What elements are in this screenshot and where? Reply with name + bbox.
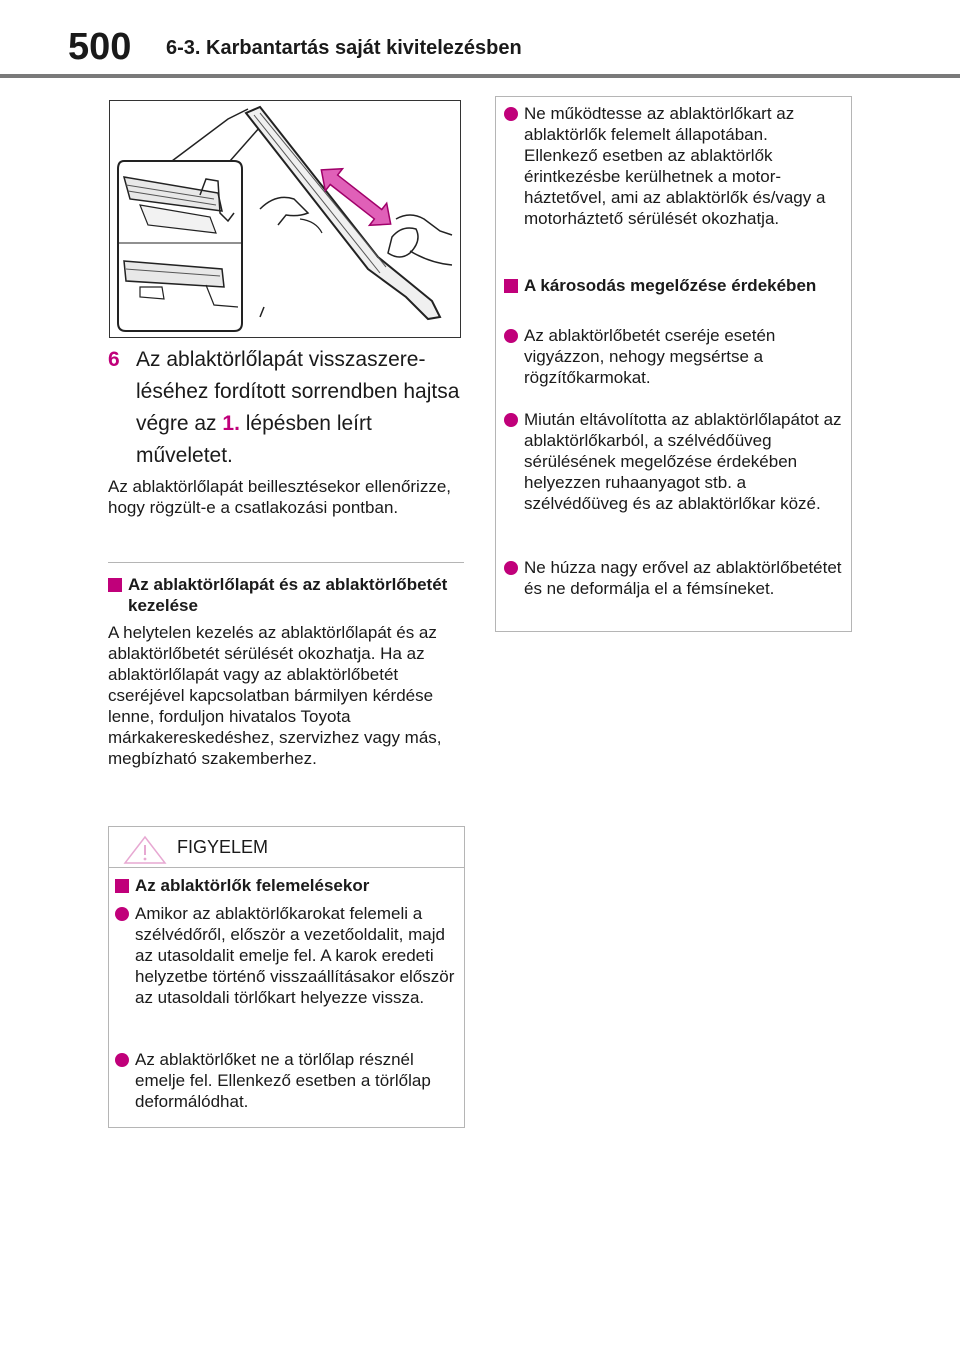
warning-box bbox=[108, 826, 465, 1128]
step-text-before: Az ablaktörlőlapát visszaszereléséhez fordított sorrendben hajtsa végre az bbox=[136, 348, 460, 435]
warning-item-1 bbox=[115, 903, 455, 1008]
step-text bbox=[108, 344, 468, 472]
square-bullet-icon bbox=[108, 578, 122, 592]
step-number: 6 bbox=[108, 348, 120, 371]
right-item-text: Ne működtesse az ablaktörlőkart az ablaktörlők felemelt állapotában. Ellenkező esetben az ablaktörlők érintkezésbe kerülhetnek a motorháztetővel, ami az ablaktörlők és/vagy a motorháztető sérülését okozhatja. bbox=[524, 104, 826, 228]
right-item-3 bbox=[504, 557, 844, 599]
warning-item-text: Amikor az ablaktörlőkarokat felemeli a szélvédőről, először a vezetőoldalit, majd az utasoldalit emelje fel. A karok eredeti helyzetbe történő visszaállításakor először az utasoldali törlőkart helyezze vissza. bbox=[135, 904, 455, 1007]
square-bullet-icon bbox=[504, 279, 518, 293]
warning-section-title-text: Az ablaktörlők felemelésekor bbox=[135, 876, 370, 895]
handling-title-text: Az ablaktörlőlapát és az ablaktörlőbetét kezelése bbox=[128, 575, 448, 615]
right-item-text: Miután eltávolította az ablaktörlőlapátot az ablaktörlőkarból, a szélvédőüveg sérülésének megelőzése érdekében helyezzen ruhaanyagot stb. a szélvédőüveg és az ablaktörlőkar közé. bbox=[524, 410, 842, 513]
page-number: 500 bbox=[68, 26, 132, 68]
right-warning-box bbox=[495, 96, 852, 632]
round-bullet-icon bbox=[115, 907, 129, 921]
insertion-note: Az ablaktörlőlapát beillesztésekor ellenőrizze, hogy rögzült-e a csatlakozási pontban. bbox=[108, 477, 452, 517]
handling-section-title bbox=[108, 574, 468, 616]
wiper-blade-drawing bbox=[110, 101, 460, 336]
warning-label: FIGYELEM bbox=[177, 837, 269, 857]
chapter-title: 6-3. Karbantartás saját kivitelezésben bbox=[166, 37, 522, 59]
warning-header bbox=[109, 827, 464, 868]
header-rule bbox=[0, 74, 960, 78]
round-bullet-icon bbox=[504, 413, 518, 427]
round-bullet-icon bbox=[504, 107, 518, 121]
step-6 bbox=[108, 344, 468, 472]
wiper-illustration bbox=[109, 100, 461, 338]
round-bullet-icon bbox=[115, 1053, 129, 1067]
warning-item-2 bbox=[115, 1049, 455, 1112]
right-item-text: Ne húzza nagy erővel az ablaktörlőbetétet és ne deformálja el a fémsíneket. bbox=[524, 558, 842, 598]
right-item-2 bbox=[504, 409, 844, 514]
warning-item-text: Az ablaktörlőket ne a törlőlap résznél emelje fel. Ellenkező esetben a törlőlap deformálódhat. bbox=[135, 1050, 431, 1111]
square-bullet-icon bbox=[115, 879, 129, 893]
warning-triangle-icon bbox=[123, 835, 167, 865]
handling-section-body: A helytelen kezelés az ablaktörlőlapát és az ablaktörlőbetét sérülését okozhatja. Ha az ablaktörlőlapát vagy az ablaktörlőbetét cseréjével kapcsolatban bármilyen kérdése lenne, forduljon hivatalos Toyota márkakereskedéshez, szervizhez vagy más, megbízható szakemberhez. bbox=[108, 623, 442, 768]
step-reference: 1. bbox=[222, 412, 240, 435]
page-header bbox=[0, 0, 960, 80]
warning-section-title bbox=[115, 875, 455, 896]
right-item-1 bbox=[504, 325, 844, 388]
right-item-operate bbox=[504, 103, 844, 229]
round-bullet-icon bbox=[504, 329, 518, 343]
damage-prevention-title-text: A károsodás megelőzése érdekében bbox=[524, 276, 817, 295]
section-divider bbox=[108, 562, 464, 563]
right-item-text: Az ablaktörlőbetét cseréje esetén vigyázzon, nehogy megsértse a rögzítőkarmokat. bbox=[524, 326, 776, 387]
step-text-after: lépésben leírt műveletet. bbox=[136, 412, 372, 467]
round-bullet-icon bbox=[504, 561, 518, 575]
damage-prevention-title bbox=[504, 275, 844, 296]
